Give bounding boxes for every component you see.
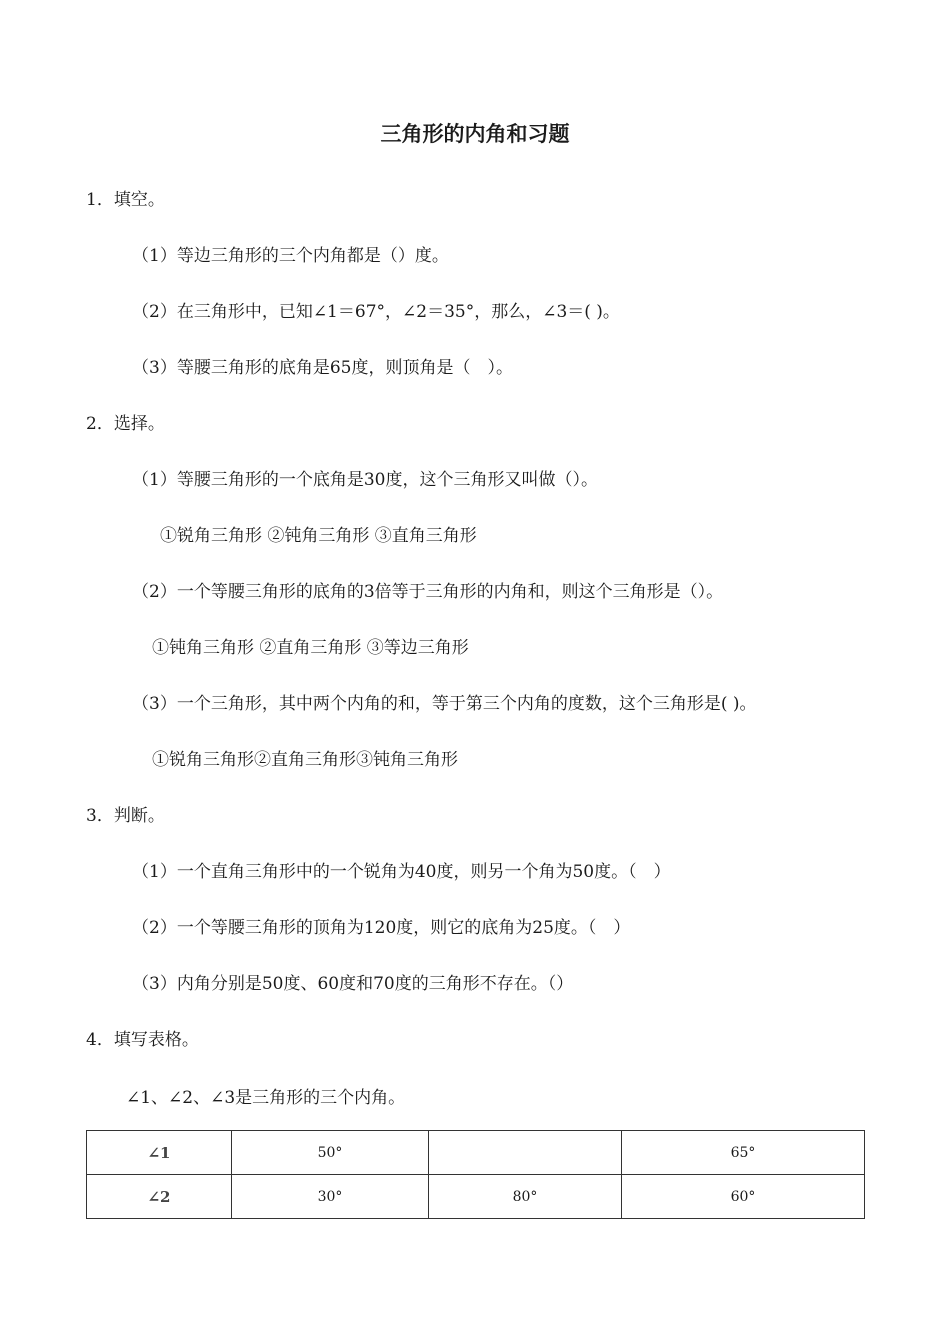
page-title: 三角形的内角和习题 <box>380 121 570 146</box>
section-2-heading: 2．选择。 <box>86 414 165 434</box>
question-3-3: （3）内角分别是50度、60度和70度的三角形不存在。（） <box>132 974 574 994</box>
section-4-heading: 4．填写表格。 <box>86 1030 199 1050</box>
question-2-2: （2）一个等腰三角形的底角的3倍等于三角形的内角和，则这个三角形是（）。 <box>132 582 724 602</box>
section-3-heading: 3．判断。 <box>86 806 165 826</box>
question-1-2: （2）在三角形中，已知∠1＝67°，∠2＝35°，那么，∠3＝( )。 <box>132 302 620 322</box>
table-description: ∠1、∠2、∠3是三角形的三个内角。 <box>126 1088 406 1108</box>
table-cell: 30° <box>232 1175 429 1219</box>
question-3-2: （2）一个等腰三角形的顶角为120度，则它的底角为25度。（ ） <box>132 918 631 938</box>
question-3-1: （1）一个直角三角形中的一个锐角为40度，则另一个角为50度。（ ） <box>132 862 671 882</box>
question-1-3: （3）等腰三角形的底角是65度，则顶角是（ ）。 <box>132 358 513 378</box>
table-row <box>87 1131 865 1175</box>
table-cell: 80° <box>429 1175 622 1219</box>
options-2-2: ①钝角三角形 ②直角三角形 ③等边三角形 <box>152 638 469 658</box>
options-2-1: ①锐角三角形 ②钝角三角形 ③直角三角形 <box>160 526 477 546</box>
table-cell-header: ∠2 <box>87 1175 232 1219</box>
table-row <box>87 1175 865 1219</box>
table-cell: 50° <box>232 1131 429 1175</box>
question-2-3: （3）一个三角形，其中两个内角的和，等于第三个内角的度数，这个三角形是( )。 <box>132 694 757 714</box>
table-cell-header: ∠1 <box>87 1131 232 1175</box>
table-cell <box>429 1131 622 1175</box>
table-cell: 65° <box>622 1131 865 1175</box>
question-1-1: （1）等边三角形的三个内角都是（）度。 <box>132 246 449 266</box>
options-2-3: ①锐角三角形②直角三角形③钝角三角形 <box>152 750 458 770</box>
angle-table <box>86 1130 865 1219</box>
section-1-heading: 1．填空。 <box>86 190 165 210</box>
question-2-1: （1）等腰三角形的一个底角是30度，这个三角形又叫做（）。 <box>132 470 598 490</box>
table-cell: 60° <box>622 1175 865 1219</box>
